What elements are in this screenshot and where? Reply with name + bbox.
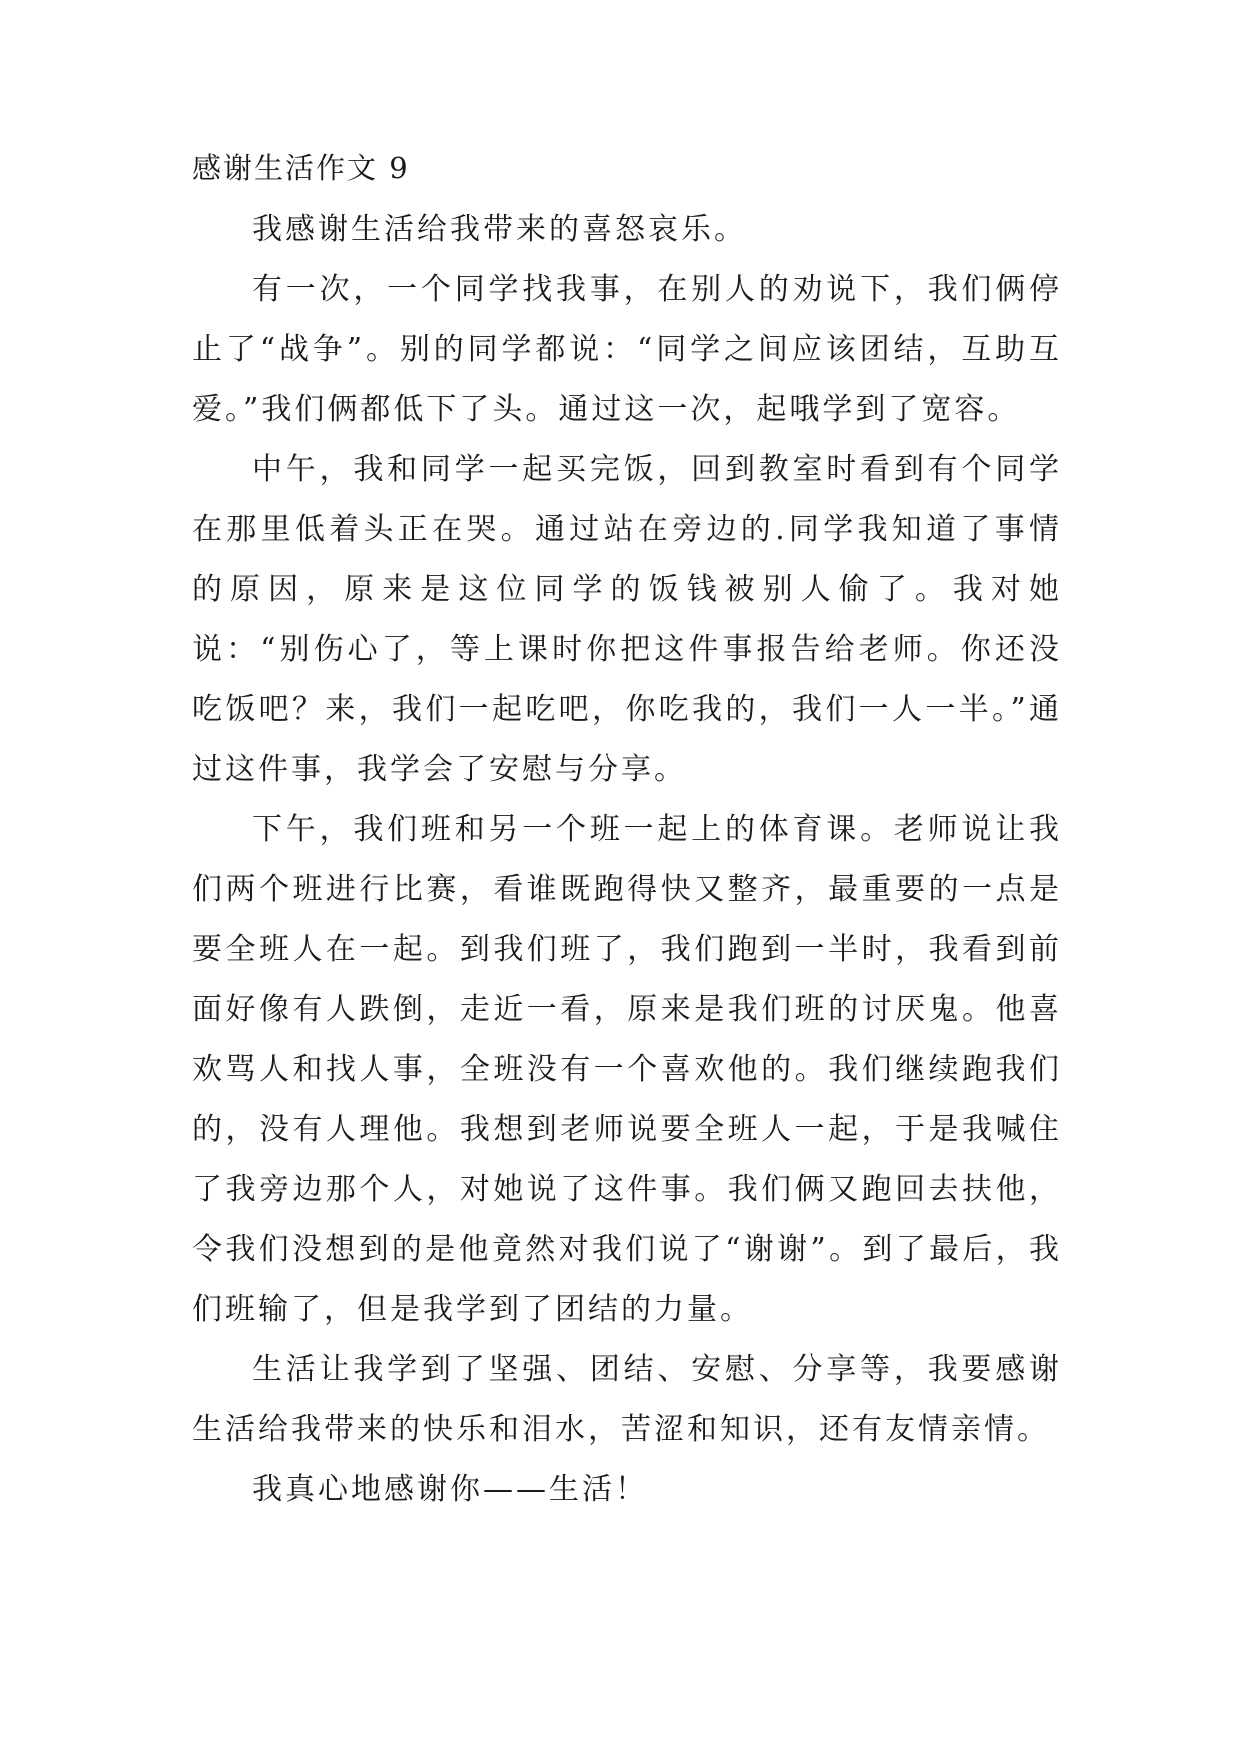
paragraph-2: 有一次，一个同学找我事，在别人的劝说下，我们俩停止了“战争”。别的同学都说：“同学之间应该团结，互助互爱。”我们俩都低下了头。通过这一次，起哦学到了宽容。: [192, 272, 1062, 427]
document-title: 感谢生活作文 9: [192, 151, 410, 185]
paragraph-5: 生活让我学到了坚强、团结、安慰、分享等，我要感谢生活给我带来的快乐和泪水，苦涩和知识，还有友情亲情。: [192, 1352, 1062, 1447]
paragraph-4: 下午，我们班和另一个班一起上的体育课。老师说让我们两个班进行比赛，看谁既跑得快又整齐，最重要的一点是要全班人在一起。到我们班了，我们跑到一半时，我看到前面好像有人跌倒，走近一看，原来是我们班的讨厌鬼。他喜欢骂人和找人事，全班没有一个喜欢他的。我们继续跑我们的，没有人理他。我想到老师说要全班人一起，于是我喊住了我旁边那个人，对她说了这件事。我们俩又跑回去扶他，令我们没想到的是他竟然对我们说了“谢谢”。到了最后，我们班输了，但是我学到了团结的力量。: [192, 812, 1062, 1327]
document-page: [192, 148, 1062, 1520]
paragraph-1: 我感谢生活给我带来的喜怒哀乐。: [252, 212, 747, 247]
paragraph-6: 我真心地感谢你——生活！: [252, 1472, 648, 1507]
paragraph-3: 中午，我和同学一起买完饭，回到教室时看到有个同学在那里低着头正在哭。通过站在旁边的.同学我知道了事情的原因，原来是这位同学的饭钱被别人偷了。我对她说：“别伤心了，等上课时你把这件事报告给老师。你还没吃饭吧？来，我们一起吃吧，你吃我的，我们一人一半。”通过这件事，我学会了安慰与分享。: [192, 452, 1062, 787]
